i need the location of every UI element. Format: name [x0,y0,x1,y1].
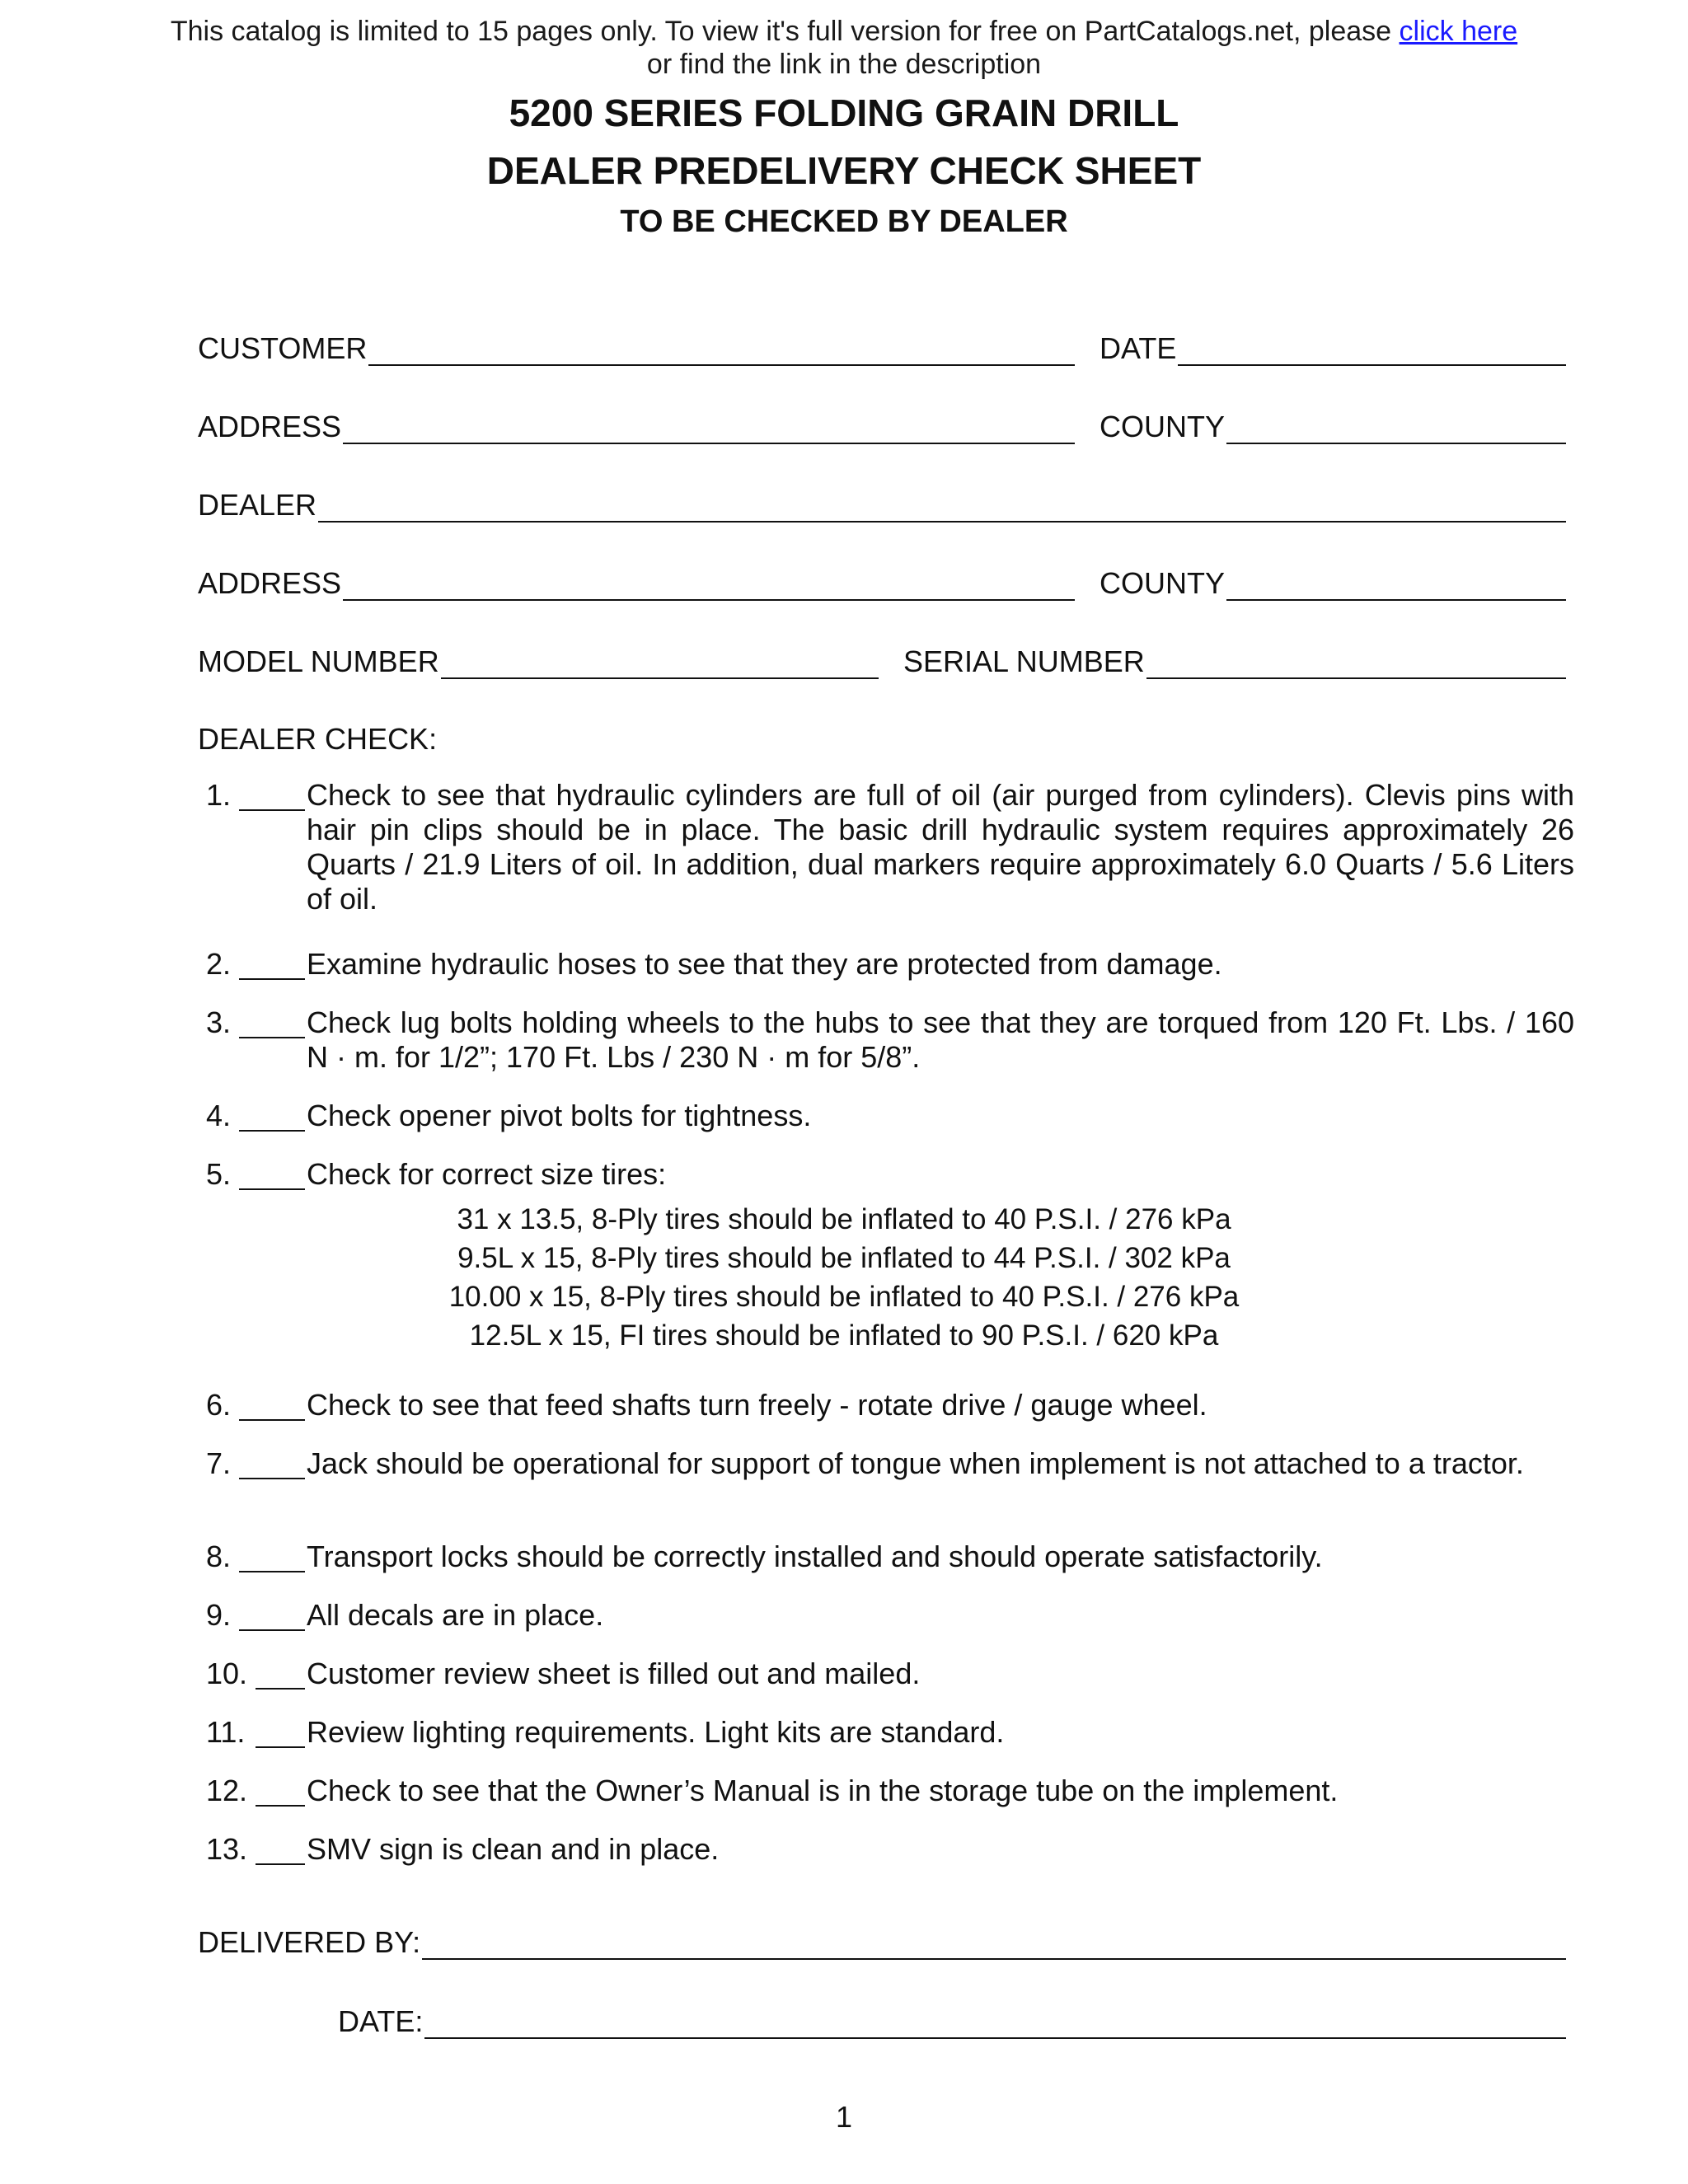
serial-number-input[interactable] [1146,643,1566,679]
dealer-county-field [1100,565,1566,601]
item-text: Check for correct size tires: [307,1157,667,1191]
customer-label: CUSTOMER [198,331,368,365]
tire-specs [0,1200,1688,1355]
item-number: 13. [206,1832,248,1866]
item-text: Transport locks should be correctly installed and should operate satisfactorily. [307,1540,1323,1573]
dealer-county-label: COUNTY [1100,566,1225,600]
check-blank[interactable] [239,1388,305,1421]
date-input[interactable] [1178,330,1566,366]
check-blank[interactable] [256,1657,305,1690]
item-number: 11. [206,1715,246,1749]
date-field [1100,330,1566,366]
delivered-by-row [198,1919,1566,1960]
page-number: 1 [835,2100,853,2134]
tire-spec-line: 9.5L x 15, 8-Ply tires should be inflated to 44 P.S.I. / 302 kPa [457,1242,1231,1274]
model-serial-row [198,638,1566,679]
item-number: 9. [206,1598,232,1632]
item-number: 2. [206,947,232,981]
check-blank[interactable] [239,1446,305,1479]
dealer-check-heading: DEALER CHECK: [198,722,438,756]
serial-number-label: SERIAL NUMBER [903,644,1145,678]
date-label: DATE [1100,331,1177,365]
check-blank[interactable] [239,947,305,980]
customer-input[interactable] [368,330,1075,366]
tire-spec-line: 31 x 13.5, 8-Ply tires should be inflated to 40 P.S.I. / 276 kPa [457,1203,1231,1235]
document-subtitle: TO BE CHECKED BY DEALER [620,204,1068,239]
delivered-by-field [198,1924,1566,1960]
check-blank[interactable] [239,778,305,811]
delivery-date-label: DATE: [338,2004,424,2038]
item-number: 1. [206,778,232,812]
delivery-date-input[interactable] [424,2003,1566,2039]
check-blank[interactable] [256,1832,305,1865]
dealer-address-input[interactable] [343,565,1075,601]
item-number: 12. [206,1774,248,1807]
item-text: Check to see that the Owner’s Manual is in the storage tube on the implement. [307,1774,1339,1807]
customer-county-input[interactable] [1226,408,1566,444]
dealer-county-input[interactable] [1226,565,1566,601]
item-text: Check lug bolts holding wheels to the hubs to see that they are torqued from 120 Ft. Lbs. / 160 N · m. for 1/2”; 170 Ft. Lbs / 230 N · m for 5/8”. [307,1005,1574,1074]
item-text: Review lighting requirements. Light kits are standard. [307,1715,1005,1749]
model-number-field [198,643,879,679]
document-title: 5200 SERIES FOLDING GRAIN DRILL [509,91,1179,134]
item-text: All decals are in place. [307,1598,604,1632]
item-number: 4. [206,1099,232,1132]
dealer-input[interactable] [318,486,1566,523]
delivery-date-field [338,2003,1566,2039]
dealer-address-field [198,565,1075,601]
customer-row [198,325,1566,366]
check-blank[interactable] [239,1005,305,1038]
item-text: Check to see that feed shafts turn freely - rotate drive / gauge wheel. [307,1388,1207,1422]
serial-number-field [903,643,1566,679]
model-number-label: MODEL NUMBER [198,644,439,678]
document-title-line-2: DEALER PREDELIVERY CHECK SHEET [486,149,1202,192]
catalog-notice [0,15,1688,81]
check-blank[interactable] [256,1774,305,1807]
item-number: 6. [206,1388,232,1422]
item-number: 5. [206,1157,232,1191]
notice-line-1 [0,15,1688,48]
item-text: Jack should be operational for support of tongue when implement is not attached to a tractor. [307,1446,1524,1480]
check-blank[interactable] [239,1598,305,1631]
notice-text: This catalog is limited to 15 pages only. To view it's full version for free on PartCatalogs.net, please [170,16,1400,47]
delivered-by-input[interactable] [422,1924,1566,1960]
item-number: 3. [206,1005,232,1039]
item-number: 7. [206,1446,232,1480]
delivery-date-row [338,1998,1566,2039]
notice-line-2: or find the link in the description [646,49,1042,80]
item-text: SMV sign is clean and in place. [307,1832,720,1866]
tire-spec-line: 10.00 x 15, 8-Ply tires should be inflated to 40 P.S.I. / 276 kPa [448,1281,1240,1313]
check-blank[interactable] [239,1099,305,1132]
dealer-row [198,481,1566,523]
item-text: Check opener pivot bolts for tightness. [307,1099,812,1132]
customer-address-input[interactable] [343,408,1075,444]
customer-field [198,330,1075,366]
model-number-input[interactable] [441,643,879,679]
item-number: 8. [206,1540,232,1573]
click-here-link[interactable]: click here [1399,16,1518,47]
address-label: ADDRESS [198,410,342,443]
delivered-by-label: DELIVERED BY: [198,1925,421,1959]
item-text: Examine hydraulic hoses to see that they are protected from damage. [307,947,1222,981]
customer-address-row [198,403,1566,444]
check-blank[interactable] [239,1540,305,1572]
check-blank[interactable] [256,1715,305,1748]
item-text: Check to see that hydraulic cylinders are full of oil (air purged from cylinders). Clevis pins with hair pin clips should be in place. The basic drill hydraulic system requires approximately 26 Quarts / 21.9 Liters of oil. In addition, dual markers require approximately 6.0 Quarts / 5.6 Liters of oil. [307,778,1574,916]
check-blank[interactable] [239,1157,305,1190]
tire-spec-line: 12.5L x 15, FI tires should be inflated to 90 P.S.I. / 620 kPa [469,1319,1219,1352]
customer-address-field [198,408,1075,444]
item-number: 10. [206,1657,248,1690]
dealer-label: DEALER [198,488,317,522]
item-text: Customer review sheet is filled out and mailed. [307,1657,921,1690]
county-label: COUNTY [1100,410,1225,443]
dealer-field [198,486,1566,523]
dealer-address-row [198,560,1566,601]
dealer-address-label: ADDRESS [198,566,342,600]
customer-county-field [1100,408,1566,444]
